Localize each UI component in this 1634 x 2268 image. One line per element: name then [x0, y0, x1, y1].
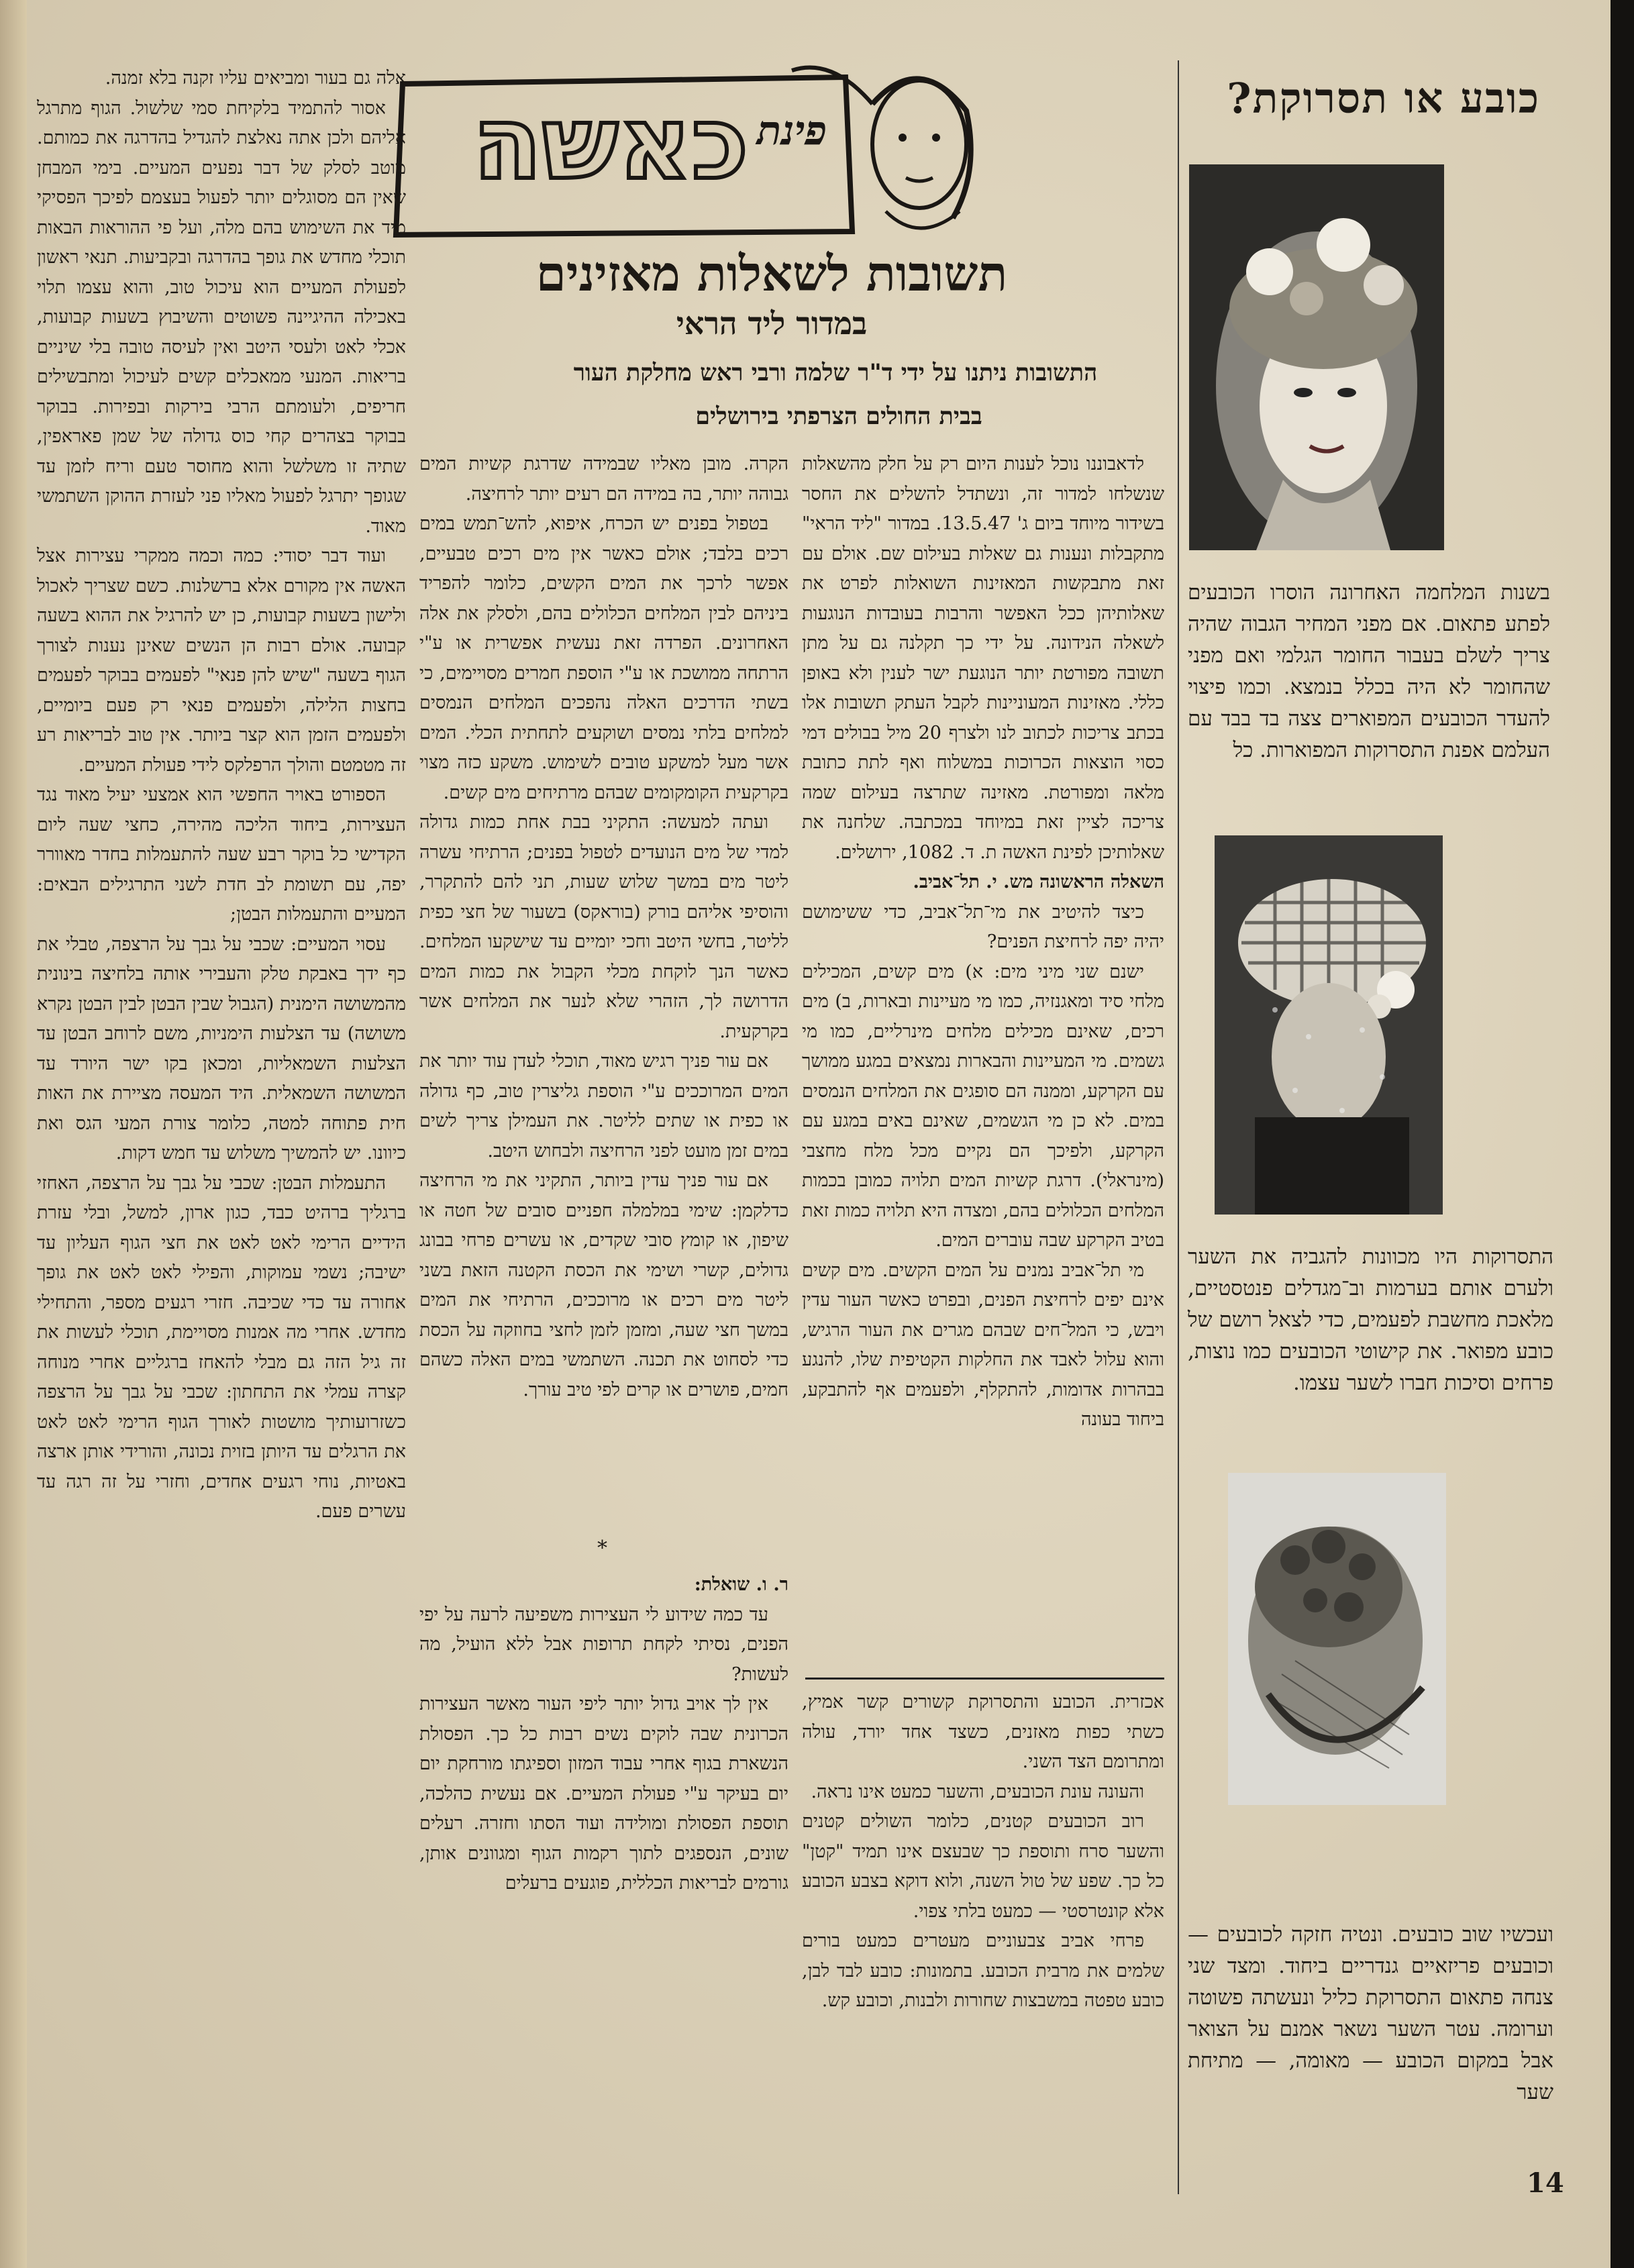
- hat-column-title: כובע או תסרוקת?: [1227, 74, 1540, 123]
- paragraph: לדאבוננו נוכל לענות היום רק על חלק מהשאלות שנשלחו למדור זה, ונשתדל להשלים את החסר בשידור מיוחד ביום ג' 13.5.47. במדור "ליד הראי" מתקבלות ונענות גם שאלות בעילום שם. אולם עם זאת מתבקשות המאזינות השואלות לפרט את שאלותיהן ככל האפשר והרבות בעובדות הנוגעות לשאלה הנידונה. על ידי כך תקלנה גם על מתן תשובה מפורטת יותר הנוגעת ישר לענין ולא באופן כללי. מאזינות המעוניינות לקבל העתק תשובות אלו בכתב צריכות לכתוב לנו ולצרף 20 מיל בבולים דמי כסוי הוצאות הכרוכות במשלוח ואף לתת כתובת מלאה ומפורטת. מאזינה שתרצה בעילום שמה צריכה לציין זאת במיוחד במכתבה. שלחנה את שאלותיכן לפינת האשה ת. ד. 1082, ירושלים.: [802, 454, 1164, 863]
- hat-caption-3: ועכשיו שוב כובעים. ונטיה חזקה לכובעים — וכובעים פריזאיים גנדריים ביחוד. ומצד שני צנחה פתאום התסרוקת כליל ונעשתה פשוטה וערומה. עטר השער נשאר אמנם על הצואר אבל במקום הכובע — מאומה, — מתיחת שער: [1188, 1922, 1553, 2104]
- article-column-1: [802, 450, 1164, 1667]
- article-hospital: בבית החולים הצרפתי בירושלים: [695, 403, 982, 430]
- previous-page-edge: [0, 0, 27, 2268]
- paragraph: אין לך אויב גדול יותר ליפי העור מאשר העצירות הכרונית שבה לוקים נשים רבות כל כך. הפסולת הנשארת בגוף אחרי עבוד המזון וספיגתו מורחקת יום יום בעיקר ע"י פעולת המעיים. אם נעשית כהלכה, תוספת הפסולת ומולידה ועוד הסתו וחזרה. רעלים שונים, הנספגים לתוך רקמות הגוף ומגוונים אותן, גורמים לבריאות הכללית, פוגעים ברעלים: [419, 1694, 788, 1894]
- question-heading: השאלה הראשונה מש. י. תל־אביב.: [913, 872, 1164, 892]
- page-number: 14: [1527, 2167, 1564, 2199]
- hat-column-continuation: [802, 1688, 1164, 2204]
- paragraph: התעמלות הבטן: שכבי על גבך על הרצפה, האחזי ברגליך ברהיט כבד, כגון ארון, למשל, ובלי עזרת הידיים הרימי לאט לאט את חצי הגוף העליון עד ישיבה; נשמי עמוקות, והפילי לאט לאט את גופך אחורה עד כדי שכיבה. חזרי רגעים מספר, והתחילי מחדש. אחרי מה אמנות מסויימת, תוכלי לעשות את זה גיל הזה גם מבלי להאחז ברגליים אחרי מנוחה קצרה עמלי את התחתון: שכבי על גבך על הרצפה כשזרועותיך מושטות לאורך הגוף הרימי לאט לאט את הרגלים עד היותן בזוית נכונה, והורידי אותן ארצה באטיות, נוחי רגעים אחדים, וחזרי על זה רגה עד עשרים פעם.: [37, 1172, 406, 1522]
- paragraph: ועוד דבר יסודי: כמה וכמה ממקרי עצירות אצל האשה אין מקורם אלא ברשלנות. כשם שצריך לאכול ולישון בשעות קבועות, כן יש להרגיל את ההוא בשעה קבועה. אולם רבות הן הנשים שאינן נענות לצורך הגוף בשעה "שיש להן פנאי" לפעמים בבוקר לפעמים בחצות הלילה, ולפעמים פנאי רק פעם ביומיים, ולפעמים הזמן הוא קצר ביותר. אין טוב לבריאות רע זה מטמטם והולך הרפלקס לידי פעולת המעיים.: [37, 546, 406, 776]
- paragraph: בטפול בפנים יש הכרח, איפוא, להש־תמש במים רכים בלבד; אולם כאשר אין מים רכים טבעיים, אפשר לרכך את המים הקשים, כלומר להפריד ביניהם לבין המלחים הכלולים בהם, ולסלק את אלה האחרונים. הפרדה זאת נעשית אפשרית או ע"י הרתחה ממושכת או ע"י הוספת חמרים מסויימים, כי בשתי הדרכים האלה נהפכים המלחים הנמסים למלחים בלתי נמסים ושוקעים לתחתית הכלי. המים אשר מעל למשקע טובים לשימוש. משקע כזה מצוי בקרקעית הקומקומים שבהם מרתיחים מים קשים.: [419, 513, 788, 803]
- paragraph: והעונה עונת הכובעים, והשער כמעט אינו נראה.: [811, 1781, 1144, 1802]
- hat-caption-2: התסרוקות היו מכוונות להגביה את השער ולערם אותם בערמות וב־מגדלים פנטסטיים, מלאכת מחשבת לפעמים, כדי לצאל רושם של כובע מפואר. את קישוטי הכובעים כמו נוצות, פרחים וסיכות חברו לשער עצמו.: [1188, 1245, 1553, 1395]
- article-column-2: [419, 450, 788, 1530]
- section-star: *: [597, 1537, 607, 1560]
- article-column-3: [37, 64, 406, 2201]
- question-heading: ר. ו. שואלת:: [694, 1574, 788, 1595]
- question-text: כיצד להיטיב את מי־תל־אביב, כדי ששימושם יהיה יפה לרחיצת הפנים?: [802, 901, 1164, 952]
- photo-woman-checkered-hat: [1215, 835, 1443, 1215]
- article-byline: התשובות ניתנו על ידי ד"ר שלמה ורבי ראש מחלקת העור: [573, 359, 1098, 386]
- logo-small-word: פינת: [756, 107, 827, 154]
- page-shadow-edge: [1611, 0, 1634, 2268]
- question-text: עד כמה שידוע לי העצירות משפיעה לרעה על יפי הפנים, נסיתי לקחת תרופות אבל ללא הועיל, מה לעשות?: [419, 1604, 788, 1685]
- paragraph: אם עור פניך עדין ביותר, התקיני את מי הרחיצה כדלקמן: שימי במלמלה חפניים סובים של חטה או שיפון, או קומץ סובי שקדים, או עשרים פרחי בבונג גדולים, קשרי ושימי את הכסת הקטנה הזאת בשני ליטר מים רכים או מרוככים, הרתיחי את המים במשך חצי שעה, ומזמן לזמן לחצי בחוזקה על הכסת כדי לסחוט את תכנה. השתמשי במים האלה כשהם חמים, פושרים או קרים לפי טיב עורך.: [419, 1170, 788, 1400]
- hat-caption-1: בשנות המלחמה האחרונה הוסרו הכובעים לפתע פתאום. אם מפני המחיר הגבוה שהיה צריך לשלם בעבור החומר הגלמי ואם מפני שהחומר לא היה בכלל בנמצא. וכמו פיצוי להעדר הכובעים המפוארים צצה בד בבד עם העלמם אפנת התסרוקות המפוארות. כל: [1188, 580, 1550, 762]
- paragraph: אכזרית. הכובע והתסרוקת קשורים קשר אמיץ, כשתי כפות מאזנים, כשצד אחד יורד, עולה ומתרומם הצד השני.: [802, 1692, 1164, 1772]
- paragraph: ישנם שני מיני מים: א) מים קשים, המכילים מלחי סיד ומאגנזיה, כמו מי מעיינות ובארות, ב) מים רכים, שאינם מכילים מלחים מינרליים, כמו מי גשמים. מי המעיינות והבארות נמצאים במגע ממושך עם הקרקע, וממנה הם סופגים את המלחים הנמסים במים. לא כן מי הגשמים, שאינם באים במגע עם הקרקע, ולפיכך הם נקיים מכל מלח מחצבי (מינראלי). דרגת קשיות המים תלויה כמובן בכמות המלחים הכלולים בהם, ומצדה היא תלויה כמות זאת בטיב הקרקע שבה עוברים המים.: [802, 961, 1164, 1251]
- article-title: תשובות לשאלות מאזינים: [535, 245, 1008, 302]
- paragraph: הקרה. מובן מאליו שבמידה שדרגת קשיות המים גבוהה יותר, בה במידה הם רעים יותר לרחיצה.: [419, 454, 788, 505]
- paragraph: אם עור פניך רגיש מאוד, תוכלי לעדן עוד יותר את המים המרוככים ע"י הוספת גליצרין טוב, כף גדולה או כפית או שתים לליטר. את העמילן צריך לשים במים זמן מועט לפני הרחיצה ולבחוש היטב.: [419, 1051, 788, 1162]
- logo-big-word: כאשה: [472, 85, 749, 202]
- article-column-2-bottom: [419, 1570, 788, 2201]
- paragraph: ועתה למעשה: התקיני בבת אחת כמות גדולה למדי של מים הנועדים לטפול בפנים; הרתיחי עשרה ליטר מים במשך שלוש שעות, תני להם להתקרר, והוסיפי אליהם בורק (בוראקס) בשעור של חצי כפית לליטר, בחשי היטב וחכי יומיים עד שישקעו המלחים. כאשר הנך לוקחת מכלי הקבול את כמות המים הדרושה לך, הזהרי שלא לנער את המלחים אשר בקרקעית.: [419, 812, 788, 1042]
- pinat-haisha-logo: [389, 64, 980, 248]
- paragraph: הספורט באויר החפשי הוא אמצעי יעיל מאוד נגד העצירות, ביחוד הליכה מהירה, כחצי שעה ליום הקדישי כל בוקר רבע שעה להתעמלות בחדר מאוורר יפה, עם תשומת לב חדת לשני התרגילים הבאים: המעיים והתעמלות הבטן;: [37, 784, 406, 925]
- paragraph: פרחי אביב צבעוניים מעטרים כמעט בורים שלמים את מרבית הכובע. בתמונות: כובע לבד לבן, כובע טפטה במשבצות שחורות ולבנות, וכובע קש.: [802, 1930, 1164, 2011]
- paragraph: אסור להתמיד בלקיחת סמי שלשול. הגוף מתרגל אליהם ולכן אתה נאלצת להגדיל בהדרגה את כמותם. מוטב לסלק של דבר נפעים המעיים. בימי המבחן שאין הם מסוגלים יותר לפעול בעצמם לפיכך הפסיקי מיד את השימוש בהם מלה, ועל פי ההוראות הבאות תוכלי מחדש את גופך בהדרגה ובקביעות. תנאי ראשון לפעולת המעיים הוא עיכול טוב, והוא עצמו תלוי באכילה ההיגיינה פשוטים והשיבוץ בשעות קבועות, אכלי לאט ולעסי היטב ואין לעיסה טובה בלי שיניים בריאות. המנעי ממאכלים קשים לעיכול ומתבשילים חריפים, ולעומתם הרבי בירקות ובפירות. בבוקר בבוקר בצהרים קחי כוס גדולה של שמן פאראפין, שתיה זו משלשל והוא מחוסר טעם וריח לזמן עד שגופך יתרגל לפעול מאליו פני לעזרת ההוקן השתמשי מאוד.: [37, 97, 406, 537]
- article-subtitle: במדור ליד הראי: [676, 305, 868, 342]
- paragraph: אלה גם בעור ומביאים עליו זקנה בלא זמנה.: [105, 68, 406, 89]
- column-1-separator: [805, 1678, 1164, 1680]
- photo-woman-flower-hat: [1189, 164, 1444, 550]
- magazine-page: [27, 0, 1611, 2268]
- paragraph: רוב הכובעים קטנים, כלומר השולים קטנים והשער סרח ותוספת כך שבעצם אינו תמיד "קטן" כל כך. שפע של טול השנה, ולוא דוקא בצבע הכובע אלא קונטרסטי — כמעט בלתי צפוי.: [802, 1811, 1164, 1922]
- photo-straw-hat: [1228, 1473, 1446, 1805]
- paragraph: מי תל־אביב נמנים על המים הקשים. מים קשים אינם יפים לרחיצת הפנים, ובפרט כאשר העור עדין ויבש, כי המל־חים שבהם מגרים את העור הרגיש, והוא עלול לאבד את החלקות הקטיפית שלו, להנגע בבהרות אדומות, להתקלף, ולפעמים אף להתבקע, ביחוד בעונה: [802, 1259, 1164, 1430]
- paragraph: עסוי המעיים: שכבי על גבך על הרצפה, טבלי את כף ידך באבקת טלק והעבירי אותה בלחיצה בינונית מהמשושה הימנית (הגבול שבין הבטן לבין הבטן נקרא משושה) עד הצלעות הימניות, משם לרוחב הבטן עד הצלעות השמאליות, ומכאן בקו ישר היורד עד המשושה השמאלית. היד המעסה מציירת את האות חית פתוחה למטה, כלומר צורת המעי הגס ואת כיוונו. יש להמשיך משלוש עד חמש דקות.: [37, 933, 406, 1164]
